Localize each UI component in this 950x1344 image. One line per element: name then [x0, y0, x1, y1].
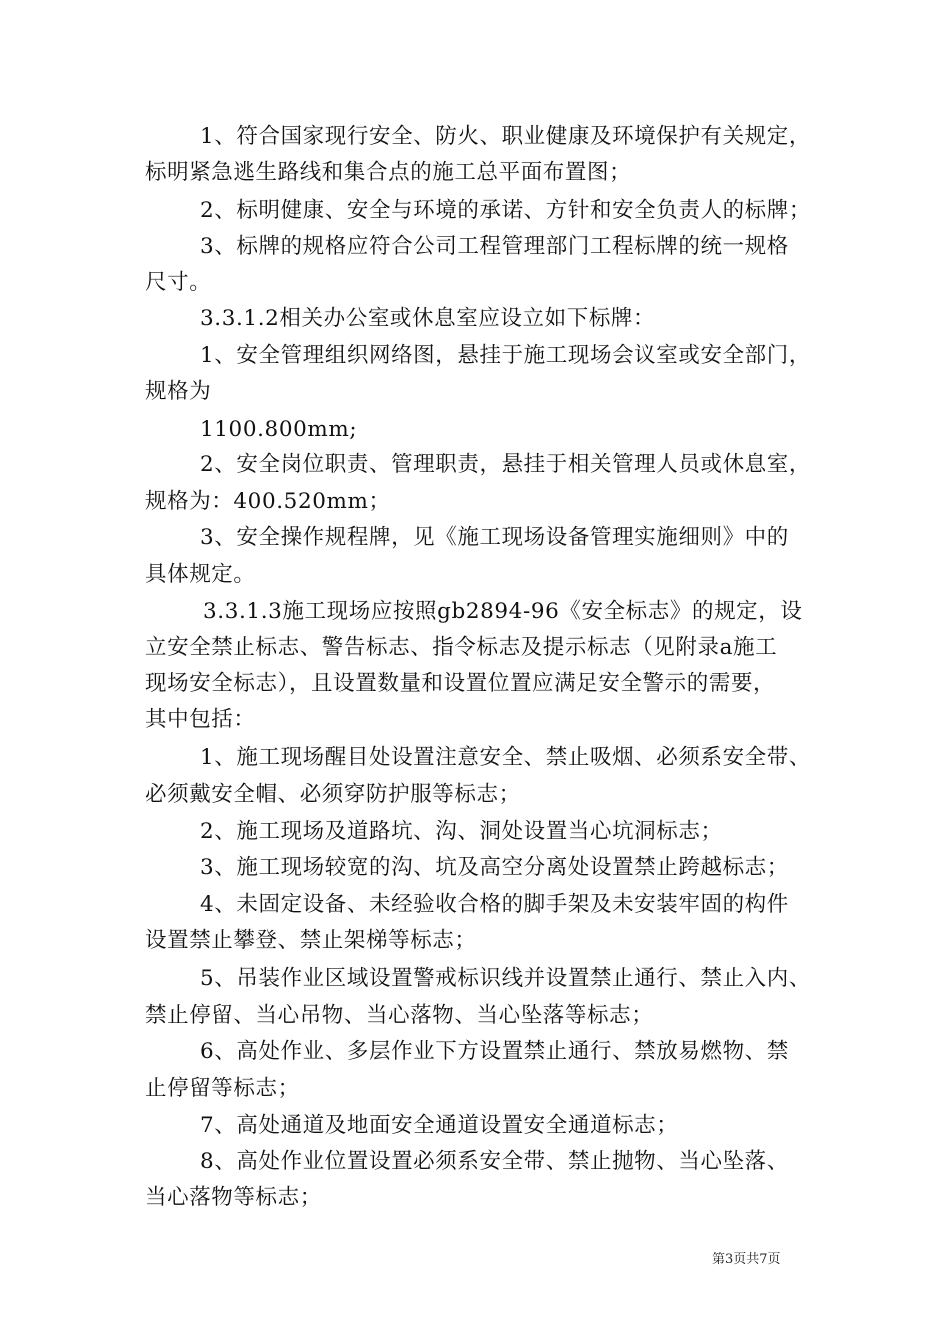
text-line: 2、安全岗位职责、管理职责，悬挂于相关管理人员或休息室，: [200, 452, 811, 477]
text-line: 立安全禁止标志、警告标志、指令标志及提示标志（见附录a施工: [145, 635, 778, 660]
text-line: 6、高处作业、多层作业下方设置禁止通行、禁放易燃物、禁: [200, 1039, 789, 1064]
section-heading: 3.3.1.2相关办公室或休息室应设立如下标牌：: [200, 306, 656, 331]
text-line: 禁止停留、当心吊物、当心落物、当心坠落等标志；: [145, 1003, 654, 1028]
text-line: 1、施工现场醒目处设置注意安全、禁止吸烟、必须系安全带、: [200, 745, 811, 770]
text-line: 尺寸。: [145, 270, 212, 295]
text-line: 其中包括：: [145, 707, 256, 732]
text-line: 规格为：400.520mm；: [145, 489, 391, 514]
text-line: 标明紧急逃生路线和集合点的施工总平面布置图；: [145, 160, 632, 185]
text-line: 必须戴安全帽、必须穿防护服等标志；: [145, 782, 521, 807]
text-line: 2、标明健康、安全与环境的承诺、方针和安全负责人的标牌；: [200, 198, 811, 223]
text-line: 3、安全操作规程牌，见《施工现场设备管理实施细则》中的: [200, 525, 789, 550]
text-line: 7、高处通道及地面安全通道设置安全通道标志；: [200, 1113, 679, 1138]
text-line: 1、符合国家现行安全、防火、职业健康及环境保护有关规定，: [200, 124, 811, 149]
page-number: 第3页共7页: [712, 1252, 781, 1267]
text-line: 规格为: [145, 379, 212, 404]
text-line: 1、安全管理组织网络图，悬挂于施工现场会议室或安全部门，: [200, 343, 811, 368]
text-line: 3、标牌的规格应符合公司工程管理部门工程标牌的统一规格: [200, 234, 789, 259]
text-line: 现场安全标志），且设置数量和设置位置应满足安全警示的需要，: [145, 671, 776, 696]
text-line: 8、高处作业位置设置必须系安全带、禁止抛物、当心坠落、: [200, 1149, 789, 1174]
text-line: 当心落物等标志；: [145, 1185, 322, 1210]
text-line: 1100.800mm;: [200, 417, 358, 442]
text-line: 具体规定。: [145, 562, 256, 587]
text-line: 3、施工现场较宽的沟、坑及高空分离处设置禁止跨越标志；: [200, 855, 789, 880]
text-line: 2、施工现场及道路坑、沟、洞处设置当心坑洞标志；: [200, 819, 723, 844]
text-line: 5、吊装作业区域设置警戒标识线并设置禁止通行、禁止入内、: [200, 966, 811, 991]
section-heading: 3.3.1.3施工现场应按照gb2894-96《安全标志》的规定，设: [203, 599, 803, 624]
text-line: 4、未固定设备、未经验收合格的脚手架及未安装牢固的构件: [200, 892, 789, 917]
text-line: 设置禁止攀登、禁止架梯等标志；: [145, 928, 477, 953]
text-line: 止停留等标志；: [145, 1076, 300, 1101]
